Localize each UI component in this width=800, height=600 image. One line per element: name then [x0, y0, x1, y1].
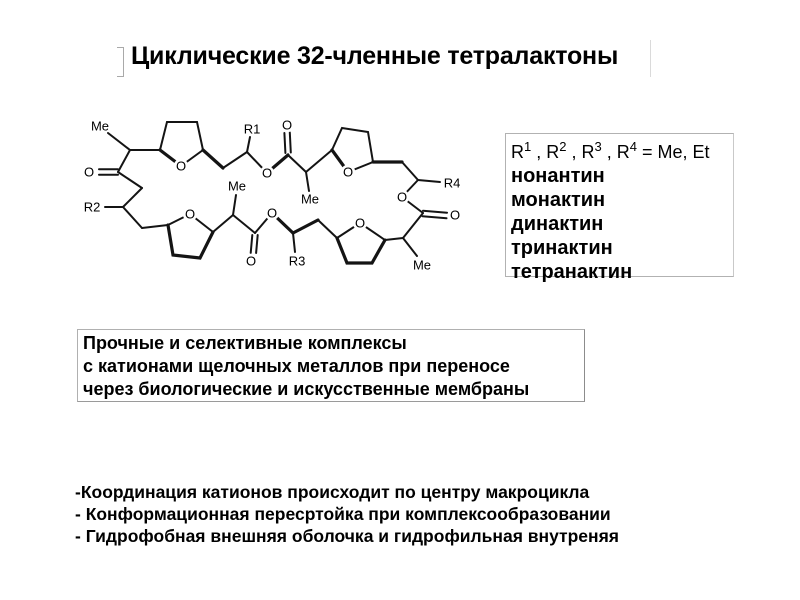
atom-label-me-1: Me — [90, 118, 110, 134]
actin-name: тетранактин — [511, 261, 633, 283]
substituents-box — [505, 133, 734, 283]
atom-labels — [84, 118, 461, 273]
atom-label-r2: R2 — [83, 199, 101, 215]
title-placeholder-bracket — [117, 47, 124, 77]
atom-label-o-ester-1: O — [261, 165, 273, 181]
property-line: через биологические и искусственные мембраны — [83, 379, 530, 399]
page-title: Циклические 32-членные тетралактоны — [131, 42, 619, 70]
atom-label-o-carbonyl-2: O — [449, 207, 461, 223]
bullet-item: -Координация катионов происходит по центру макроцикла — [75, 482, 590, 502]
atom-label-o-carbonyl-1: O — [281, 117, 293, 133]
atom-label-me-4: Me — [227, 178, 247, 194]
atom-label-me-3: Me — [412, 257, 432, 273]
bullet-list — [75, 481, 775, 547]
atom-label-r4: R4 — [443, 175, 461, 191]
atom-label-o-ring-3: O — [184, 206, 196, 222]
actin-name: нонантин — [511, 165, 605, 187]
atom-label-o-ester-3: O — [266, 205, 278, 221]
substituent-superscript: 2 — [559, 139, 567, 154]
substituent-superscript: 1 — [524, 139, 532, 154]
properties-box — [77, 329, 585, 402]
actin-names — [511, 164, 733, 284]
actin-name: динактин — [511, 213, 604, 235]
atom-label-o-ring-1: O — [175, 158, 187, 174]
actin-name: тринактин — [511, 237, 613, 259]
atom-label-o-ester-2: O — [396, 189, 408, 205]
atom-label-o-ketone: O — [83, 164, 95, 180]
macrocycle-bonds — [99, 122, 447, 263]
bullet-item: - Конформационная пересртойка при комплексообразовании — [75, 504, 611, 524]
atom-label-r1: R1 — [243, 121, 261, 137]
bullet-item: - Гидрофобная внешняя оболочка и гидрофильная внутреняя — [75, 526, 620, 546]
substituent-superscript: 4 — [629, 139, 637, 154]
atom-label-o-ring-2: O — [342, 164, 354, 180]
atom-label-r3: R3 — [288, 253, 306, 269]
macrocycle-structure — [60, 95, 520, 300]
substituent-formula: $R^1$ , $R^2$ , $R^3$ , $R^4 = Me$, Et — [511, 139, 710, 162]
atom-label-o-ring-4: O — [354, 215, 366, 231]
atom-label-me-2: Me — [300, 191, 320, 207]
property-line: Прочные и селективные комплексы — [83, 333, 407, 353]
substituent-superscript: 3 — [594, 139, 602, 154]
actin-name: монактин — [511, 189, 606, 211]
property-line: с катионами щелочных металлов при переносе — [83, 356, 510, 376]
atom-label-o-carbonyl-3: O — [245, 253, 257, 269]
